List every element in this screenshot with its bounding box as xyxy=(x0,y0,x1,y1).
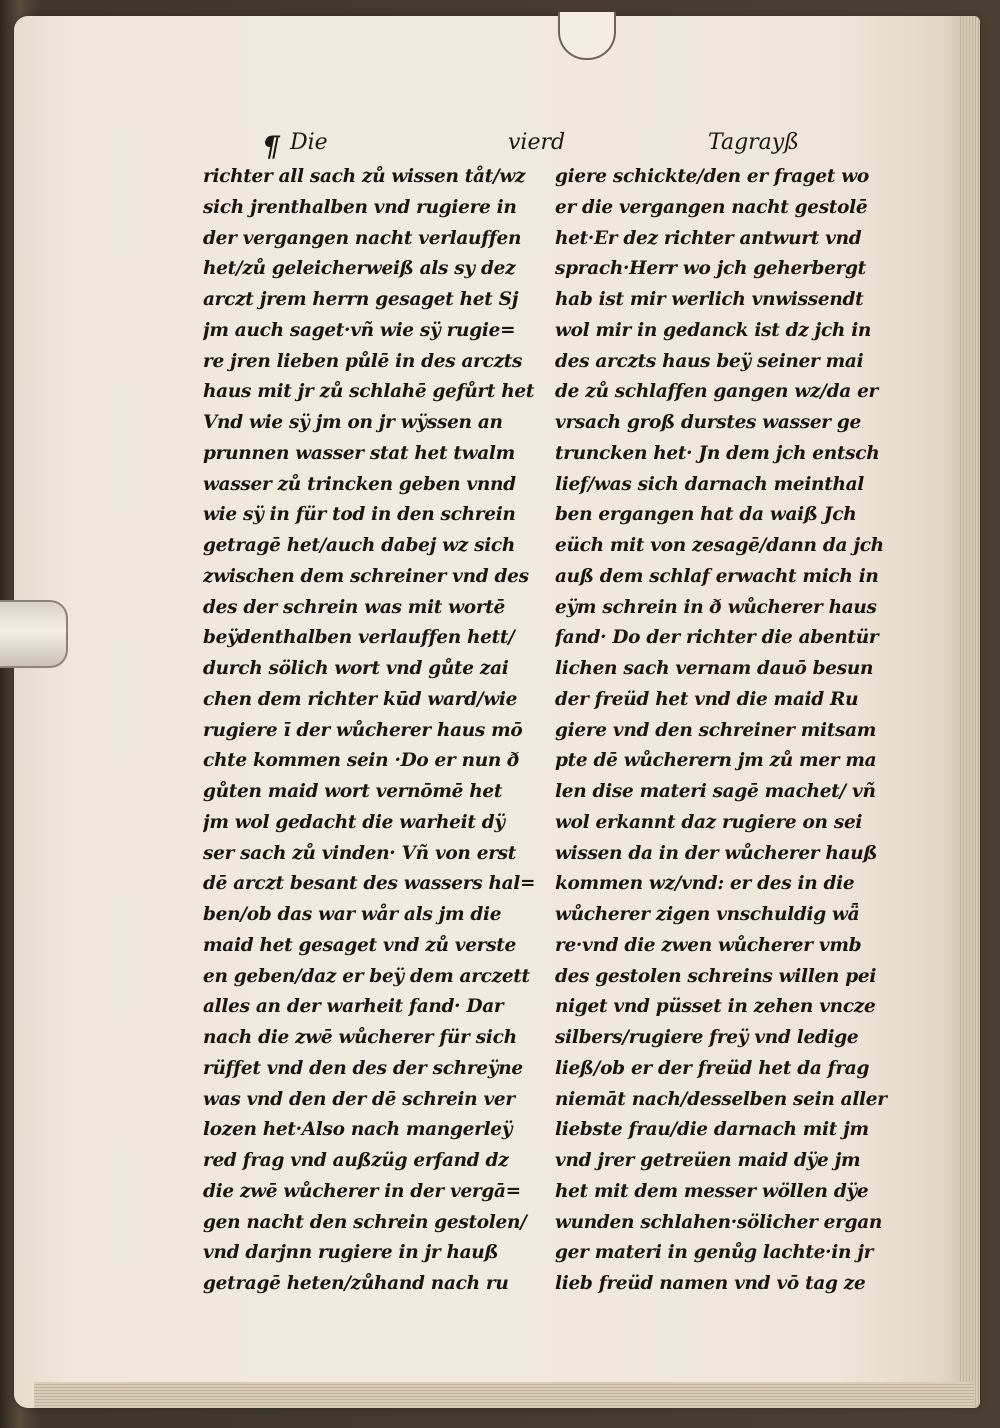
left-column-line: alles an der warheit fand· Dar xyxy=(203,996,504,1018)
right-column-line: des arczts haus beÿ seiner mai xyxy=(555,350,864,372)
left-column-line: red frag vnd außzüg erfand dz xyxy=(203,1150,509,1171)
right-column-line: fand· Do der richter die abentür xyxy=(555,627,879,649)
left-column-line: jm wol gedacht die warheit dÿ xyxy=(203,811,505,833)
left-column-line: prunnen wasser stat het twalm xyxy=(203,442,515,464)
left-column-line: en geben/daz er beÿ dem arczett xyxy=(203,965,530,987)
left-column-line: nach die zwē wůcherer für sich xyxy=(203,1027,517,1048)
right-column-line: wůcherer zigen vnschuldig wǟ xyxy=(555,904,860,925)
left-column-line: durch sölich wort vnd gůte zai xyxy=(203,658,509,679)
headline-center: vierd xyxy=(508,130,566,155)
right-column-line: ger materi in genůg lachte·in jr xyxy=(555,1242,874,1264)
right-column-line: der freüd het vnd die maid Ru xyxy=(555,688,859,710)
left-column-line: der vergangen nacht verlauffen xyxy=(203,227,522,249)
right-column-line: vrsach groß durstes wasser ge xyxy=(555,412,861,433)
right-column-line: hab ist mir werlich vnwissendt xyxy=(555,289,864,310)
right-column-line: ben ergangen hat da waiß Jch xyxy=(555,504,857,526)
right-column-line: het mit dem messer wöllen dÿe xyxy=(555,1180,869,1202)
running-headline xyxy=(262,130,822,166)
right-column-line: vnd jrer getreüen maid dÿe jm xyxy=(555,1150,861,1171)
left-column-line: richter all sach zů wissen tåt/wz xyxy=(203,166,526,187)
left-column-line: Vnd wie sÿ jm on jr wÿssen an xyxy=(203,412,503,433)
right-column-line: niget vnd püsset in zehen vncze xyxy=(555,996,876,1018)
right-column-line: wunden schlahen·sölicher ergan xyxy=(555,1211,883,1233)
left-column-line: gůten maid wort vernōmē het xyxy=(203,781,503,802)
left-column-line: wie sÿ in für tod in den schrein xyxy=(203,504,516,526)
right-column-line: len dise materi sagē machet/ vñ xyxy=(555,781,876,802)
right-column-line: eÿm schrein in ð wůcherer haus xyxy=(555,596,877,618)
left-column-line: lozen het·Also nach mangerleÿ xyxy=(203,1119,513,1141)
left-column-line: getragē het/auch dabej wz sich xyxy=(203,535,516,556)
right-column-line: lieb freüd namen vnd vō tag ze xyxy=(555,1273,866,1294)
left-column-line: rüffet vnd den des der schreÿne xyxy=(203,1057,523,1079)
right-column-line: lichen sach vernam dauō besun xyxy=(555,658,874,679)
left-column-line: rugiere ī der wůcherer haus mō xyxy=(203,719,523,741)
left-column-line: gen nacht den schrein gestolen/ xyxy=(203,1211,527,1233)
right-column-line: wol mir in gedanck ist dz jch in xyxy=(555,319,872,341)
right-column-line: ließ/ob er der freüd het da frag xyxy=(555,1057,870,1079)
right-column-line: eüch mit von zesagē/dann da jch xyxy=(555,535,884,556)
left-column-line: zwischen dem schreiner vnd des xyxy=(203,565,529,587)
headline-left: Die xyxy=(290,130,328,155)
right-column-line: niemāt nach/desselben sein aller xyxy=(555,1088,887,1110)
right-column-line: giere schickte/den er fraget wo xyxy=(555,166,869,187)
left-column-line: beÿdenthalben verlauffen hett/ xyxy=(203,627,515,649)
right-column-line: silbers/rugiere freÿ vnd ledige xyxy=(555,1027,859,1048)
left-column-line: des der schrein was mit wortē xyxy=(203,596,506,618)
left-column-line: chen dem richter kūd ward/wie xyxy=(203,688,518,710)
left-column-line: re jren lieben půlē in des arczts xyxy=(203,350,523,372)
left-column-line: haus mit jr zů schlahē gefůrt het xyxy=(203,381,535,403)
left-column-line: die zwē wůcherer in der vergā= xyxy=(203,1180,521,1202)
right-column-line: re·vnd die zwen wůcherer vmb xyxy=(555,934,862,956)
right-column-line: des gestolen schreins willen pei xyxy=(555,965,877,987)
book-clasp xyxy=(0,600,68,668)
left-column-line: arczt jrem herrn gesaget het Sj xyxy=(203,289,519,310)
left-column-line: getragē heten/zůhand nach ru xyxy=(203,1273,509,1294)
left-column-line: chte kommen sein ·Do er nun ð xyxy=(203,750,520,772)
left-column-line: sich jrenthalben vnd rugiere in xyxy=(203,196,517,218)
left-column-line: was vnd den der dē schrein ver xyxy=(203,1088,515,1110)
left-column-line: jm auch saget·vñ wie sÿ rugie= xyxy=(203,319,516,341)
left-column-line: vnd darjnn rugiere in jr hauß xyxy=(203,1242,499,1264)
headline-right: Tagrayß xyxy=(708,130,799,155)
left-column-line: dē arczt besant des wassers hal= xyxy=(203,873,536,895)
pilcrow-mark: ¶ xyxy=(262,130,280,163)
left-column-line: het/zů geleicherweiß als sy dez xyxy=(203,258,516,280)
right-column-line: lief/was sich darnach meinthal xyxy=(555,473,865,495)
right-column-line: er die vergangen nacht gestolē xyxy=(555,196,868,218)
right-column-line: giere vnd den schreiner mitsam xyxy=(555,719,877,741)
right-column-line: pte dē wůcherern jm zů mer ma xyxy=(555,750,877,772)
left-column-line: ser sach zů vinden· Vñ von erst xyxy=(203,842,516,864)
text-column-right xyxy=(555,162,900,1300)
left-column-line: maid het gesaget vnd zů verste xyxy=(203,934,516,956)
right-column-line: auß dem schlaf erwacht mich in xyxy=(555,565,879,587)
right-column-line: sprach·Herr wo jch geherbergt xyxy=(555,258,866,280)
right-column-line: het·Er dez richter antwurt vnd xyxy=(555,227,862,249)
right-column-line: truncken het· Jn dem jch entsch xyxy=(555,442,880,464)
page-edge-bottom xyxy=(34,1382,974,1408)
left-column-line: ben/ob das war wår als jm die xyxy=(203,904,502,925)
right-column-line: wol erkannt daz rugiere on sei xyxy=(555,811,863,833)
right-column-line: wissen da in der wůcherer hauß xyxy=(555,842,878,864)
right-column-line: liebste frau/die darnach mit jm xyxy=(555,1119,869,1141)
page-edge-right xyxy=(958,16,980,1408)
right-column-line: kommen wz/vnd: er des in die xyxy=(555,873,855,895)
right-column-line: de zů schlaffen gangen wz/da er xyxy=(555,381,879,403)
text-column-left xyxy=(203,162,553,1300)
left-column-line: wasser zů trincken geben vnnd xyxy=(203,473,516,495)
